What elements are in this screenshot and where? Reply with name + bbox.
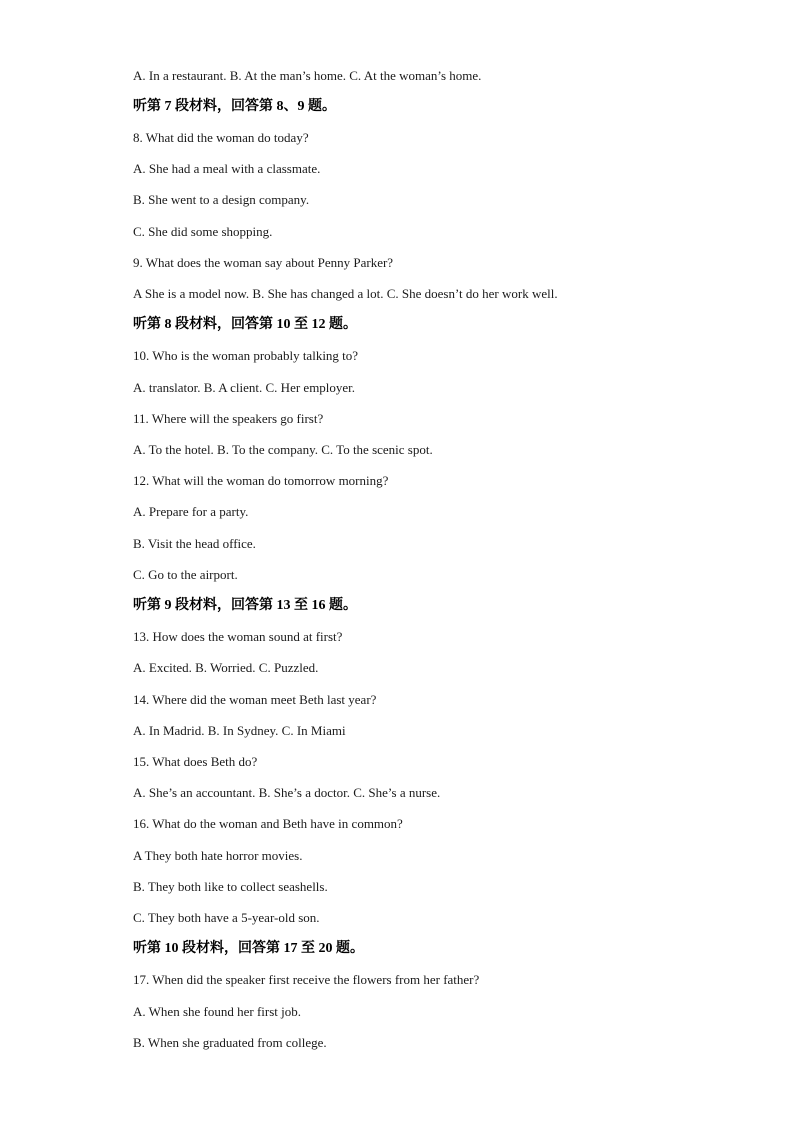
question-10: 10. Who is the woman probably talking to? xyxy=(133,348,359,363)
question-15: 15. What does Beth do? xyxy=(133,754,258,769)
question-16-option-b: B. They both like to collect seashells. xyxy=(133,879,328,894)
question-14-options: A. In Madrid. B. In Sydney. C. In Miami xyxy=(133,723,346,738)
question-8-option-a: A. She had a meal with a classmate. xyxy=(133,161,321,176)
question-16-option-a: A They both hate horror movies. xyxy=(133,848,303,863)
question-12-option-c: C. Go to the airport. xyxy=(133,567,238,582)
question-14: 14. Where did the woman meet Beth last year? xyxy=(133,692,377,707)
question-8-option-c: C. She did some shopping. xyxy=(133,224,273,239)
question-12-option-b: B. Visit the head office. xyxy=(133,536,256,551)
answer-options-q7: A. In a restaurant. B. At the man’s home. C. At the woman’s home. xyxy=(133,68,482,83)
question-17-option-b: B. When she graduated from college. xyxy=(133,1035,327,1050)
question-9: 9. What does the woman say about Penny Parker? xyxy=(133,255,394,270)
question-16-option-c: C. They both have a 5-year-old son. xyxy=(133,910,320,925)
section-heading-part7: 听第 7 段材料，回答第 8、9 题。 xyxy=(133,99,336,114)
section-heading-part10: 听第 10 段材料，回答第 17 至 20 题。 xyxy=(133,941,364,956)
question-12-option-a: A. Prepare for a party. xyxy=(133,504,249,519)
question-13: 13. How does the woman sound at first? xyxy=(133,629,343,644)
question-17-option-a: A. When she found her first job. xyxy=(133,1004,302,1019)
question-15-options: A. She’s an accountant. B. She’s a doctor. C. She’s a nurse. xyxy=(133,785,441,800)
question-9-options: A She is a model now. B. She has changed a lot. C. She doesn’t do her work well. xyxy=(133,286,558,301)
question-16: 16. What do the woman and Beth have in common? xyxy=(133,816,403,831)
question-11-options: A. To the hotel. B. To the company. C. To the scenic spot. xyxy=(133,442,433,457)
question-8-option-b: B. She went to a design company. xyxy=(133,192,310,207)
question-12: 12. What will the woman do tomorrow morning? xyxy=(133,473,389,488)
section-heading-part8: 听第 8 段材料，回答第 10 至 12 题。 xyxy=(133,317,357,332)
question-13-options: A. Excited. B. Worried. C. Puzzled. xyxy=(133,660,319,675)
section-heading-part9: 听第 9 段材料，回答第 13 至 16 题。 xyxy=(133,598,357,613)
question-11: 11. Where will the speakers go first? xyxy=(133,411,324,426)
question-17: 17. When did the speaker first receive the flowers from her father? xyxy=(133,972,480,987)
question-8: 8. What did the woman do today? xyxy=(133,130,309,145)
question-10-options: A. translator. B. A client. C. Her employer. xyxy=(133,380,356,395)
